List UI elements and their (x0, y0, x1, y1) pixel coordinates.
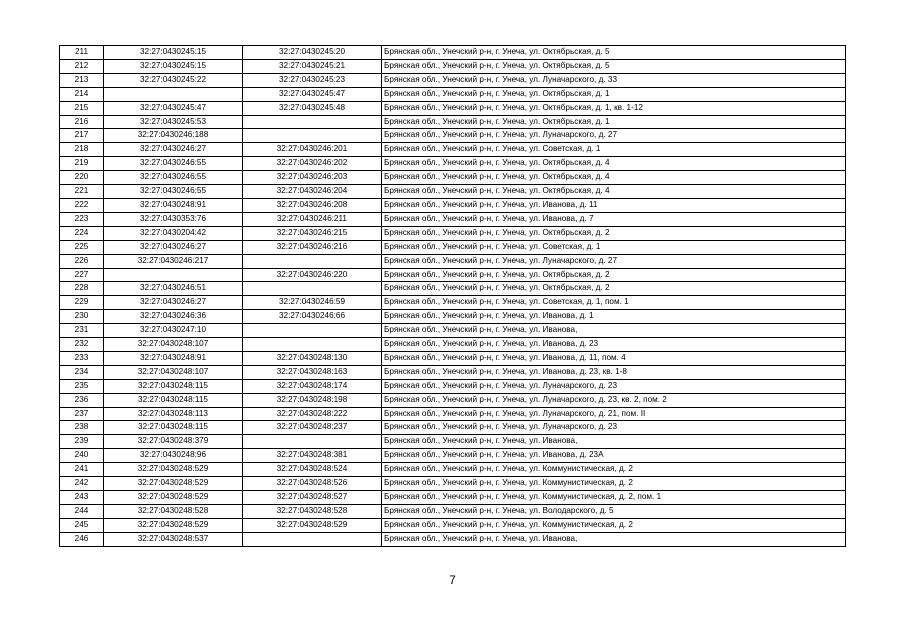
row-number: 217 (60, 129, 104, 143)
related-cadastral-number: 32:27:0430248:524 (243, 463, 382, 477)
cadastral-number: 32:27:0430246:51 (104, 282, 243, 296)
table-row (60, 504, 846, 518)
table-row (60, 296, 846, 310)
row-number: 238 (60, 421, 104, 435)
address: Брянская обл., Унечский р-н, г. Унеча, ул. Октябрьская, д. 5 (382, 46, 846, 60)
related-cadastral-number: 32:27:0430248:130 (243, 351, 382, 365)
table-row (60, 185, 846, 199)
cadastral-number: 32:27:0430248:113 (104, 407, 243, 421)
address: Брянская обл., Унечский р-н, г. Унеча, ул. Коммунистическая, д. 2, пом. 1 (382, 491, 846, 505)
cadastral-number (104, 268, 243, 282)
row-number: 211 (60, 46, 104, 60)
cadastral-number: 32:27:0430353:76 (104, 212, 243, 226)
address: Брянская обл., Унечский р-н, г. Унеча, ул. Октябрьская, д. 5 (382, 59, 846, 73)
cadastral-number: 32:27:0430248:529 (104, 477, 243, 491)
address: Брянская обл., Унечский р-н, г. Унеча, ул. Луначарского, д. 23 (382, 379, 846, 393)
cadastral-number: 32:27:0430248:115 (104, 379, 243, 393)
related-cadastral-number (243, 282, 382, 296)
table-row (60, 171, 846, 185)
cadastral-number: 32:27:0430248:115 (104, 421, 243, 435)
table-row (60, 143, 846, 157)
table-row (60, 532, 846, 546)
address: Брянская обл., Унечский р-н, г. Унеча, ул. Иванова, д. 1 (382, 310, 846, 324)
row-number: 240 (60, 449, 104, 463)
related-cadastral-number: 32:27:0430246:216 (243, 240, 382, 254)
address: Брянская обл., Унечский р-н, г. Унеча, ул. Иванова, д. 23, кв. 1-8 (382, 365, 846, 379)
cadastral-number: 32:27:0430248:96 (104, 449, 243, 463)
related-cadastral-number: 32:27:0430246:66 (243, 310, 382, 324)
related-cadastral-number (243, 435, 382, 449)
address: Брянская обл., Унечский р-н, г. Унеча, ул. Советская, д. 1 (382, 143, 846, 157)
cadastral-number: 32:27:0430248:529 (104, 518, 243, 532)
related-cadastral-number: 32:27:0430246:203 (243, 171, 382, 185)
address: Брянская обл., Унечский р-н, г. Унеча, ул. Октябрьская, д. 1 (382, 87, 846, 101)
cadastral-number: 32:27:0430248:107 (104, 365, 243, 379)
address: Брянская обл., Унечский р-н, г. Унеча, ул. Луначарского, д. 33 (382, 73, 846, 87)
row-number: 221 (60, 185, 104, 199)
related-cadastral-number: 32:27:0430248:222 (243, 407, 382, 421)
cadastral-number: 32:27:0430248:379 (104, 435, 243, 449)
address: Брянская обл., Унечский р-н, г. Унеча, ул. Коммунистическая, д. 2 (382, 463, 846, 477)
row-number: 215 (60, 101, 104, 115)
related-cadastral-number: 32:27:0430246:215 (243, 226, 382, 240)
table-row (60, 282, 846, 296)
row-number: 229 (60, 296, 104, 310)
cadastral-number: 32:27:0430248:529 (104, 491, 243, 505)
row-number: 244 (60, 504, 104, 518)
related-cadastral-number: 32:27:0430248:528 (243, 504, 382, 518)
related-cadastral-number (243, 532, 382, 546)
table-row (60, 491, 846, 505)
address: Брянская обл., Унечский р-н, г. Унеча, ул. Иванова, (382, 324, 846, 338)
table-row (60, 46, 846, 60)
table-row (60, 240, 846, 254)
cadastral-number: 32:27:0430245:15 (104, 59, 243, 73)
row-number: 235 (60, 379, 104, 393)
row-number: 231 (60, 324, 104, 338)
address: Брянская обл., Унечский р-н, г. Унеча, ул. Иванова, (382, 435, 846, 449)
related-cadastral-number: 32:27:0430245:23 (243, 73, 382, 87)
related-cadastral-number (243, 324, 382, 338)
address: Брянская обл., Унечский р-н, г. Унеча, ул. Советская, д. 1 (382, 240, 846, 254)
table-row (60, 393, 846, 407)
address: Брянская обл., Унечский р-н, г. Унеча, ул. Коммунистическая, д. 2 (382, 477, 846, 491)
related-cadastral-number: 32:27:0430246:211 (243, 212, 382, 226)
cadastral-number: 32:27:0430248:91 (104, 351, 243, 365)
address: Брянская обл., Унечский р-н, г. Унеча, ул. Луначарского, д. 27 (382, 254, 846, 268)
row-number: 237 (60, 407, 104, 421)
related-cadastral-number: 32:27:0430245:21 (243, 59, 382, 73)
related-cadastral-number: 32:27:0430246:59 (243, 296, 382, 310)
address: Брянская обл., Унечский р-н, г. Унеча, ул. Луначарского, д. 21, пом. II (382, 407, 846, 421)
address: Брянская обл., Унечский р-н, г. Унеча, ул. Октябрьская, д. 2 (382, 226, 846, 240)
cadastral-number: 32:27:0430246:55 (104, 185, 243, 199)
address: Брянская обл., Унечский р-н, г. Унеча, ул. Октябрьская, д. 4 (382, 171, 846, 185)
row-number: 232 (60, 338, 104, 352)
row-number: 245 (60, 518, 104, 532)
table-row (60, 157, 846, 171)
row-number: 212 (60, 59, 104, 73)
related-cadastral-number: 32:27:0430246:208 (243, 198, 382, 212)
table-row (60, 463, 846, 477)
row-number: 219 (60, 157, 104, 171)
row-number: 224 (60, 226, 104, 240)
table-row (60, 407, 846, 421)
table-row (60, 421, 846, 435)
table-row (60, 101, 846, 115)
cadastral-number: 32:27:0430246:217 (104, 254, 243, 268)
row-number: 241 (60, 463, 104, 477)
cadastral-number: 32:27:0430246:55 (104, 157, 243, 171)
table-row (60, 518, 846, 532)
table-row (60, 379, 846, 393)
related-cadastral-number: 32:27:0430245:47 (243, 87, 382, 101)
address: Брянская обл., Унечский р-н, г. Унеча, ул. Луначарского, д. 23 (382, 421, 846, 435)
related-cadastral-number (243, 115, 382, 129)
table-row (60, 115, 846, 129)
row-number: 236 (60, 393, 104, 407)
related-cadastral-number: 32:27:0430248:163 (243, 365, 382, 379)
cadastral-number: 32:27:0430245:47 (104, 101, 243, 115)
related-cadastral-number: 32:27:0430248:526 (243, 477, 382, 491)
cadastral-number: 32:27:0430246:36 (104, 310, 243, 324)
cadastral-number: 32:27:0430246:188 (104, 129, 243, 143)
related-cadastral-number: 32:27:0430248:198 (243, 393, 382, 407)
row-number: 213 (60, 73, 104, 87)
table-row (60, 73, 846, 87)
cadastral-number (104, 87, 243, 101)
address: Брянская обл., Унечский р-н, г. Унеча, ул. Коммунистическая, д. 2 (382, 518, 846, 532)
address: Брянская обл., Унечский р-н, г. Унеча, ул. Иванова, (382, 532, 846, 546)
cadastral-number: 32:27:0430248:528 (104, 504, 243, 518)
cadastral-table (59, 45, 846, 547)
row-number: 226 (60, 254, 104, 268)
table-row (60, 449, 846, 463)
table-row (60, 365, 846, 379)
address: Брянская обл., Унечский р-н, г. Унеча, ул. Луначарского, д. 23, кв. 2, пом. 2 (382, 393, 846, 407)
related-cadastral-number (243, 254, 382, 268)
row-number: 227 (60, 268, 104, 282)
row-number: 239 (60, 435, 104, 449)
address: Брянская обл., Унечский р-н, г. Унеча, ул. Октябрьская, д. 2 (382, 282, 846, 296)
row-number: 218 (60, 143, 104, 157)
cadastral-number: 32:27:0430247:10 (104, 324, 243, 338)
cadastral-number: 32:27:0430245:15 (104, 46, 243, 60)
address: Брянская обл., Унечский р-н, г. Унеча, ул. Иванова, д. 11 (382, 198, 846, 212)
cadastral-number: 32:27:0430248:91 (104, 198, 243, 212)
cadastral-number: 32:27:0430246:55 (104, 171, 243, 185)
row-number: 230 (60, 310, 104, 324)
row-number: 242 (60, 477, 104, 491)
related-cadastral-number: 32:27:0430248:381 (243, 449, 382, 463)
table-row (60, 477, 846, 491)
address: Брянская обл., Унечский р-н, г. Унеча, ул. Иванова, д. 11, пом. 4 (382, 351, 846, 365)
table-row (60, 351, 846, 365)
table-row (60, 87, 846, 101)
related-cadastral-number: 32:27:0430246:204 (243, 185, 382, 199)
address: Брянская обл., Унечский р-н, г. Унеча, ул. Октябрьская, д. 4 (382, 157, 846, 171)
row-number: 222 (60, 198, 104, 212)
address: Брянская обл., Унечский р-н, г. Унеча, ул. Иванова, д. 23 (382, 338, 846, 352)
row-number: 234 (60, 365, 104, 379)
address: Брянская обл., Унечский р-н, г. Унеча, ул. Октябрьская, д. 2 (382, 268, 846, 282)
related-cadastral-number: 32:27:0430248:527 (243, 491, 382, 505)
address: Брянская обл., Унечский р-н, г. Унеча, ул. Октябрьская, д. 4 (382, 185, 846, 199)
table-row (60, 198, 846, 212)
table-body (60, 46, 846, 547)
cadastral-number: 32:27:0430245:53 (104, 115, 243, 129)
row-number: 243 (60, 491, 104, 505)
row-number: 214 (60, 87, 104, 101)
table-row (60, 268, 846, 282)
row-number: 216 (60, 115, 104, 129)
row-number: 246 (60, 532, 104, 546)
address: Брянская обл., Унечский р-н, г. Унеча, ул. Октябрьская, д. 1, кв. 1-12 (382, 101, 846, 115)
address: Брянская обл., Унечский р-н, г. Унеча, ул. Луначарского, д. 27 (382, 129, 846, 143)
row-number: 220 (60, 171, 104, 185)
related-cadastral-number: 32:27:0430245:20 (243, 46, 382, 60)
cadastral-number: 32:27:0430246:27 (104, 143, 243, 157)
address: Брянская обл., Унечский р-н, г. Унеча, ул. Октябрьская, д. 1 (382, 115, 846, 129)
related-cadastral-number (243, 338, 382, 352)
cadastral-number: 32:27:0430248:115 (104, 393, 243, 407)
cadastral-number: 32:27:0430204:42 (104, 226, 243, 240)
cadastral-number: 32:27:0430245:22 (104, 73, 243, 87)
cadastral-number: 32:27:0430248:537 (104, 532, 243, 546)
related-cadastral-number: 32:27:0430246:202 (243, 157, 382, 171)
related-cadastral-number: 32:27:0430246:201 (243, 143, 382, 157)
table-row (60, 310, 846, 324)
row-number: 223 (60, 212, 104, 226)
row-number: 225 (60, 240, 104, 254)
address: Брянская обл., Унечский р-н, г. Унеча, ул. Володарского, д. 5 (382, 504, 846, 518)
table-row (60, 338, 846, 352)
table-row (60, 226, 846, 240)
address: Брянская обл., Унечский р-н, г. Унеча, ул. Советская, д. 1, пом. 1 (382, 296, 846, 310)
address: Брянская обл., Унечский р-н, г. Унеча, ул. Иванова, д. 23А (382, 449, 846, 463)
table-row (60, 129, 846, 143)
related-cadastral-number: 32:27:0430245:48 (243, 101, 382, 115)
table-row (60, 324, 846, 338)
cadastral-number: 32:27:0430246:27 (104, 240, 243, 254)
page-number: 7 (449, 573, 456, 587)
table-row (60, 59, 846, 73)
cadastral-number: 32:27:0430246:27 (104, 296, 243, 310)
related-cadastral-number: 32:27:0430248:237 (243, 421, 382, 435)
table-row (60, 254, 846, 268)
row-number: 228 (60, 282, 104, 296)
row-number: 233 (60, 351, 104, 365)
related-cadastral-number: 32:27:0430248:529 (243, 518, 382, 532)
cadastral-number: 32:27:0430248:107 (104, 338, 243, 352)
cadastral-number: 32:27:0430248:529 (104, 463, 243, 477)
table-row (60, 435, 846, 449)
table-row (60, 212, 846, 226)
related-cadastral-number: 32:27:0430248:174 (243, 379, 382, 393)
address: Брянская обл., Унечский р-н, г. Унеча, ул. Иванова, д. 7 (382, 212, 846, 226)
related-cadastral-number (243, 129, 382, 143)
related-cadastral-number: 32:27:0430246:220 (243, 268, 382, 282)
